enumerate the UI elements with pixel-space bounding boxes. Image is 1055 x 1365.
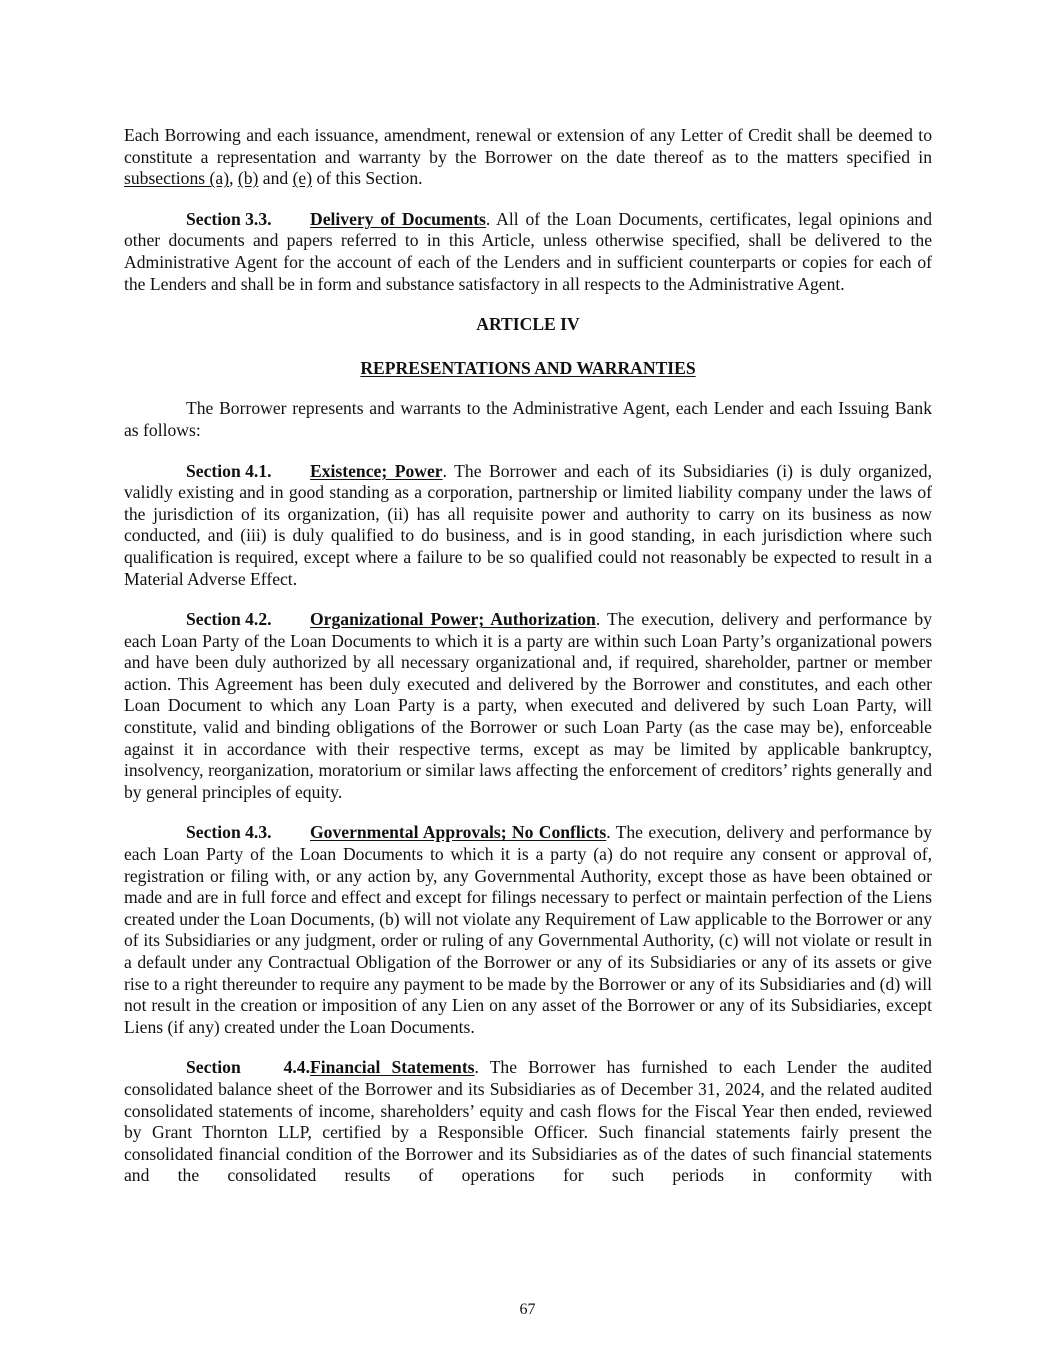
section-4-1	[124, 461, 932, 591]
section-body: . The execution, delivery and performance by each Loan Party of the Loan Documents to which it is a party (a) do not require any consent or approval of, registration or filing with, or any action by, any Governmental Authority, except those as have been obtained or made and are in full force and effect and except for filings necessary to perfect or maintain perfection of the Liens created under the Loan Documents, (b) will not violate any Requirement of Law applicable to the Borrower or any of its Subsidiaries or any judgment, order or ruling of any Governmental Authority, (c) will not violate or result in a default under any Contractual Obligation of the Borrower or any of its Subsidiaries or any of its assets or give rise to a right thereunder to require any payment to be made by the Borrower or any of its Subsidiaries and (d) will not result in the creation or imposition of any Lien on any asset of the Borrower or any of its Subsidiaries, except Liens (if any) created under the Loan Documents.	[124, 822, 932, 1037]
section-title: Delivery of Documents	[310, 208, 486, 229]
section-4-3	[124, 822, 932, 1038]
section-number: Section 4.2.	[186, 609, 272, 630]
section-number: Section 4.1.	[186, 460, 272, 481]
article-intro: The Borrower represents and warrants to the Administrative Agent, each Lender and each Issuing Bank as follows:	[124, 398, 932, 440]
section-body: . The Borrower and each of its Subsidiaries (i) is duly organized, validly existing and in good standing as a corporation, partnership or limited liability company under the laws of the jurisdiction of its organization, (ii) has all requisite power and authority to carry on its business as now conducted, and (iii) is duly qualified to do business, and is in good standing, in each jurisdiction where such qualification is required, except where a failure to be so qualified could not reasonably be expected to result in a Material Adverse Effect.	[124, 460, 932, 589]
section-number: Section 4.4.	[186, 1057, 310, 1078]
section-body: . All of the Loan Documents, certificates, legal opinions and other documents and papers referred to in this Article, unless otherwise specified, shall be delivered to the Administrative Agent for the account of each of the Lenders and in sufficient counterparts or copies for each of the Lenders and shall be in form and substance satisfactory in all respects to the Administrative Agent.	[124, 208, 932, 294]
section-body: . The execution, delivery and performance by each Loan Party of the Loan Documents to which it is a party are within such Loan Party’s organizational powers and have been duly authorized by all necessary organizational and, if required, shareholder, partner or member action. This Agreement has been duly executed and delivered by the Borrower and constitutes, and each other Loan Document to which any Loan Party is a party, when executed and delivered by such Loan Party, will constitute, valid and binding obligations of the Borrower or such Loan Party (as the case may be), enforceable against it in accordance with their respective terms, except as may be limited by applicable bankruptcy, insolvency, reorganization, moratorium or similar laws affecting the enforcement of creditors’ rights generally and by general principles of equity.	[124, 609, 932, 802]
page-number: 67	[519, 1301, 536, 1318]
intro-paragraph: Each Borrowing and each issuance, amendment, renewal or extension of any Letter of Credit shall be deemed to constitute a representation and warranty by the Borrower on the date thereof as to the matters specified in subsections (a), (b) and (e) of this Section.	[124, 125, 932, 189]
section-number: Section 3.3.	[186, 208, 272, 229]
subsection-a-reference: subsections (a)	[124, 168, 230, 189]
article-number: ARTICLE IV	[476, 314, 580, 335]
section-4-4	[124, 1057, 932, 1187]
section-title: Financial Statements	[310, 1057, 475, 1078]
subsection-e-reference: (e)	[292, 168, 313, 189]
document-page	[124, 125, 932, 1206]
section-title: Existence; Power	[310, 460, 443, 481]
section-4-2	[124, 609, 932, 803]
section-title: Organizational Power; Authorization	[310, 609, 596, 630]
intro-text: Each Borrowing and each issuance, amendment, renewal or extension of any Letter of Credit shall be deemed to constitute a representation and warranty by the Borrower on the date thereof as to the matters specified in	[124, 125, 932, 167]
section-title: Governmental Approvals; No Conflicts	[310, 822, 607, 843]
section-body: . The Borrower has furnished to each Lender the audited consolidated balance sheet of the Borrower and its Subsidiaries as of December 31, 2024, and the related audited consolidated statements of income, shareholders’ equity and cash flows for the Fiscal Year then ended, reviewed by Grant Thornton LLP, certified by a Responsible Officer. Such financial statements fairly present the consolidated financial condition of the Borrower and its Subsidiaries as of the dates of such financial statements and the consolidated results of operations for such periods in conformity with	[124, 1057, 932, 1186]
section-3-3	[124, 209, 932, 295]
article-title: REPRESENTATIONS AND WARRANTIES	[360, 357, 696, 378]
section-number: Section 4.3.	[186, 822, 272, 843]
subsection-b-reference: (b)	[237, 168, 259, 189]
